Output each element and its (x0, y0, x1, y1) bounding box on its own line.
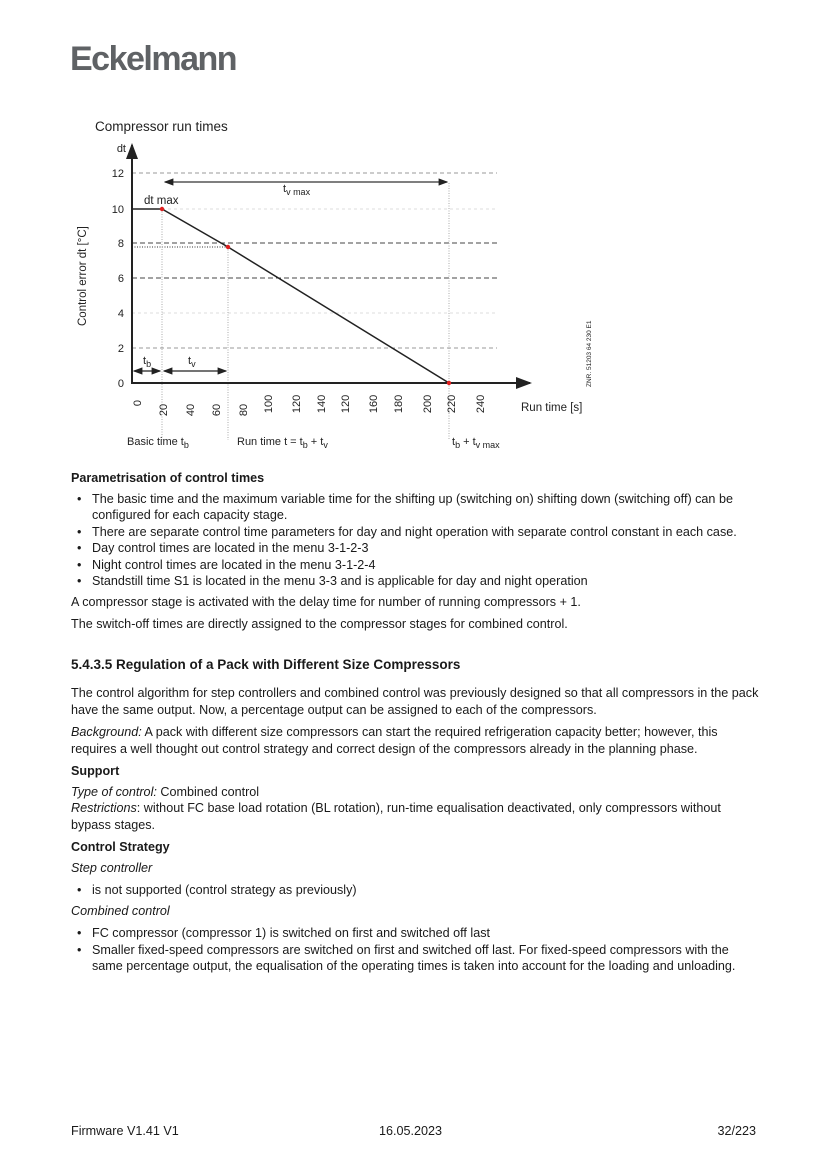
step-controller-list (71, 882, 761, 899)
gridlines (132, 173, 497, 348)
x-tick-labels (132, 395, 487, 416)
paragraph-background: Background: A pack with different size compressors can start the required refrigeration capacity better; however, this requires a well thought out control strategy and correct design of the compressors already in the planning phase. (71, 725, 718, 756)
list-item: • FC compressor (compressor 1) is switched on first and switched off last (71, 925, 761, 942)
svg-text:220: 220 (446, 394, 458, 414)
svg-text:8: 8 (117, 238, 124, 250)
list-item: • Day control times are located in the menu 3-1-2-3 (71, 540, 761, 557)
svg-text:2: 2 (117, 343, 124, 355)
list-item: • There are separate control time parameters for day and night operation with separate control constant in each case. (71, 524, 761, 541)
combined-control-label: Combined control (71, 903, 170, 918)
list-item: • Night control times are located in the menu 3-1-2-4 (71, 557, 761, 574)
paragraph: A compressor stage is activated with the delay time for number of running compressors + 1. (71, 594, 581, 609)
step-controller-label: Step controller (71, 860, 153, 875)
svg-text:dt: dt (116, 143, 126, 155)
y-axis-label: Control error dt [°C] (77, 226, 89, 326)
list-item: • is not supported (control strategy as previously) (71, 882, 761, 899)
svg-text:180: 180 (393, 394, 405, 414)
svg-text:dt max: dt max (144, 195, 179, 207)
svg-text:40: 40 (185, 403, 197, 417)
svg-text:140: 140 (316, 394, 328, 414)
support-heading: Support (71, 764, 120, 778)
svg-text:12: 12 (111, 168, 124, 180)
svg-text:80: 80 (238, 403, 250, 417)
paragraph-support: Type of control: Combined control Restrictions: without FC base load rotation (BL rotation), run-time equalisation deactivated, only compressors without bypass stages. (71, 784, 721, 832)
combined-control-list (71, 925, 761, 975)
document-body (71, 470, 761, 979)
list-item: • The basic time and the maximum variable time for the shifting up (switching on) shifting down (switching off) can be configured for each capacity stage. (71, 491, 761, 524)
svg-text:120: 120 (340, 394, 352, 414)
page-number: 32/223 (717, 1124, 756, 1138)
svg-text:tv max: $t_{v max}$ (283, 183, 311, 197)
svg-text:120: 120 (291, 394, 303, 414)
svg-text:tb: $t_b$ (143, 355, 152, 369)
dt-curve (132, 209, 449, 383)
drawing-number: ZNR. 51203 64 230 E1 (586, 320, 593, 387)
firmware-version: Firmware V1.41 V1 (71, 1124, 179, 1138)
control-strategy-heading: Control Strategy (71, 840, 170, 854)
svg-text:0: 0 (132, 400, 144, 407)
paragraph-intro: The control algorithm for step controllers and combined control was previously designed so that all compressors in the pack have the same output. Now, a percentage output can be assigned to each of the compressors. (71, 686, 759, 717)
svg-text:160: 160 (368, 394, 380, 414)
paragraph: The switch-off times are directly assigned to the compressor stages for combined control. (71, 617, 568, 631)
section-title: 5.4.3.5 Regulation of a Pack with Different Size Compressors (71, 656, 461, 672)
svg-text:20: 20 (158, 403, 170, 417)
svg-text:240: 240 (475, 394, 487, 414)
document-date: 16.05.2023 (379, 1124, 443, 1138)
svg-text:tb + tv max: $t_b + t_{v max}$ (452, 436, 500, 450)
compressor-run-times-chart (0, 0, 827, 470)
eckelmann-logo: Eckelmann (70, 40, 237, 78)
svg-text:0: 0 (117, 378, 124, 390)
svg-text:tv: $t_v$ (188, 355, 196, 369)
list-item: • Standstill time S1 is located in the menu 3-3 and is applicable for day and night operation (71, 573, 761, 590)
y-tick-labels (112, 143, 126, 390)
x-axis-label: Run time [s] (521, 402, 583, 414)
section-heading-parametrisation: Parametrisation of control times (71, 471, 265, 485)
svg-text:4: 4 (117, 308, 124, 320)
svg-text:6: 6 (117, 273, 124, 285)
svg-text:Run time t = tb + tv: Run time $t = t_b + t_v$ (237, 436, 328, 450)
chart-title: Compressor run times (95, 119, 228, 134)
svg-text:200: 200 (422, 394, 434, 414)
parametrisation-list (71, 491, 761, 590)
svg-text:10: 10 (111, 204, 124, 216)
svg-text:100: 100 (263, 394, 275, 414)
list-item: • Smaller fixed-speed compressors are switched on first and switched off last. For fixed-speed compressors with the same percentage output, the equalisation of the operating times is taken into account for the loading and unloading. (71, 942, 761, 975)
svg-text:Basic time tb: Basic time $t_b$ (127, 436, 189, 450)
svg-text:60: 60 (211, 403, 223, 417)
